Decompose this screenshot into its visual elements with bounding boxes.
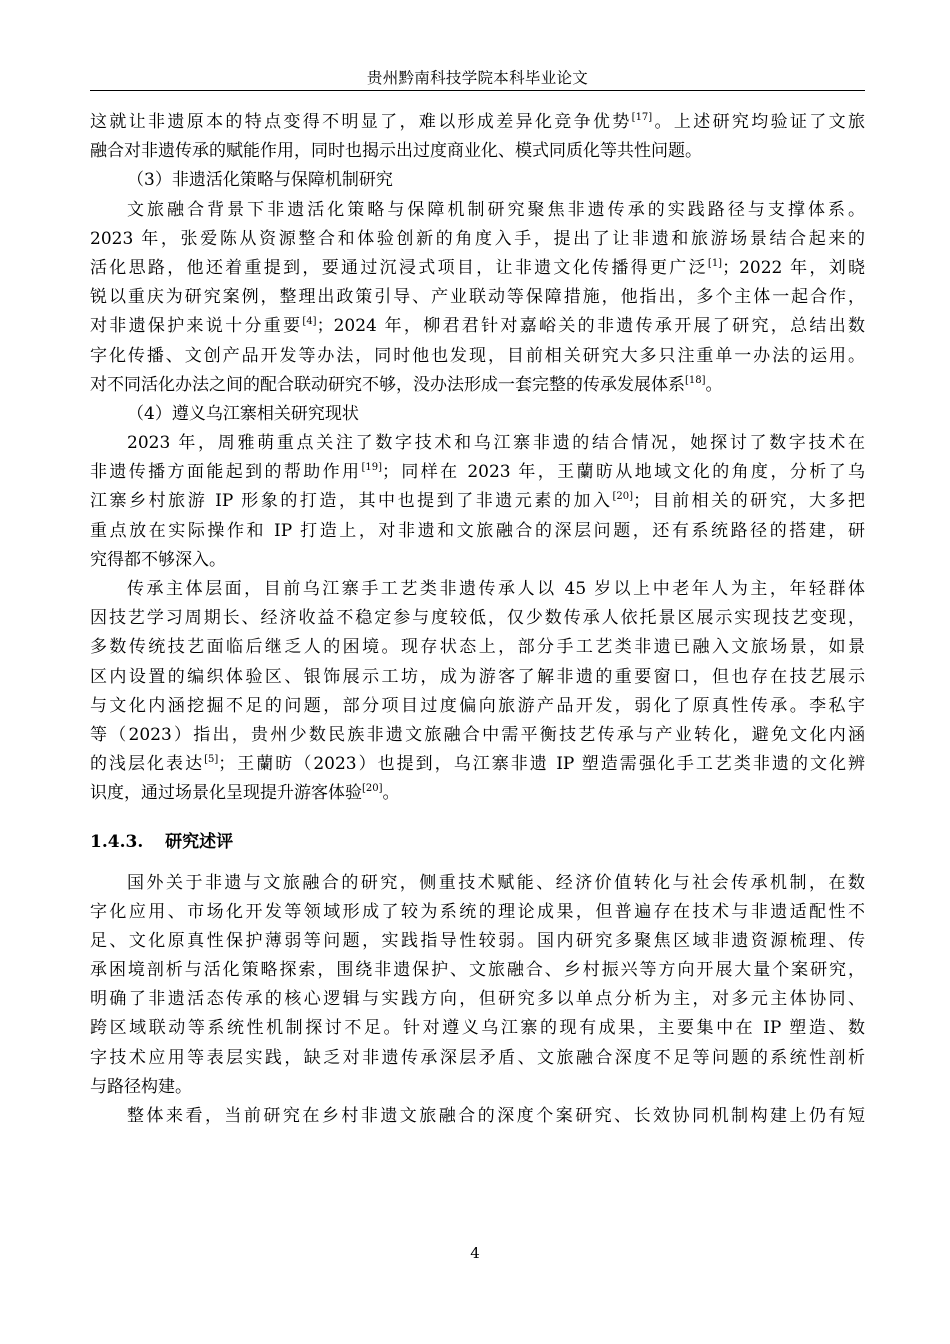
line-text: 区内设置的编织体验区、银饰展示工坊，成为游客了解非遗的重要窗口，但也存在技艺展示	[90, 666, 865, 687]
text-line	[90, 663, 865, 692]
line-text-continued: 。上述研究均验证了文旅	[652, 112, 866, 132]
line-text-continued: 。	[705, 374, 723, 395]
section-number: 1.4.3.	[90, 831, 144, 852]
citation-ref: [18]	[685, 374, 706, 386]
line-text: 传承主体层面，目前乌江寨手工艺类非遗传承人以 45 岁以上中老年人为主，年轻群体	[127, 579, 865, 599]
text-line	[90, 225, 865, 254]
header-rule	[90, 90, 865, 91]
line-text-continued: ；2022 年，刘晓	[722, 257, 866, 278]
body-text	[90, 108, 865, 1131]
line-text: 等（2023）指出，贵州少数民族非遗文旅融合中需平衡技艺传承与产业转化，避免文化内涵	[90, 724, 865, 745]
line-text: 字技术应用等表层实践，缺乏对非遗传承深层矛盾、文旅融合深度不足等问题的系统性剖析	[90, 1047, 865, 1068]
text-line	[90, 750, 865, 779]
citation-ref: [5]	[204, 754, 219, 766]
citation-ref: [20]	[362, 783, 383, 795]
line-text: 多数传统技艺面临后继乏人的困境。现存状态上，部分手工艺类非遗已融入文旅场景，如景	[90, 637, 865, 658]
line-text: 重点放在实际操作和 IP 打造上，对非遗和文旅融合的深层问题，还有系统路径的搭建，研	[90, 520, 865, 541]
line-text: 足、文化原真性保护薄弱等问题，实践指导性较弱。国内研究多聚焦区域非遗资源梳理、传	[90, 930, 865, 951]
line-text: 对非遗保护来说十分重要	[90, 316, 303, 337]
text-line	[90, 721, 865, 750]
section-heading	[90, 827, 865, 857]
line-text-continued: ；2024 年，柳君君针对嘉峪关的非遗传承开展了研究，总结出数	[316, 316, 866, 337]
citation-ref: [4]	[302, 316, 317, 328]
running-header: 贵州黔南科技学院本科毕业论文	[366, 69, 589, 87]
line-text: 字化应用、市场化开发等领域形成了较为系统的理论成果，但普遍存在技术与非遗适配性不	[90, 901, 865, 922]
section-title: 研究述评	[165, 831, 234, 852]
text-line	[90, 692, 865, 721]
section-gap	[90, 857, 865, 869]
line-text: 2023 年，张爱陈从资源整合和体验创新的角度入手，提出了让非遗和旅游场景结合起来的	[90, 228, 865, 249]
line-text: 究得都不够深入。	[90, 549, 226, 570]
text-line	[90, 869, 865, 898]
text-line	[90, 1102, 865, 1131]
page-number: 4	[470, 1244, 480, 1262]
line-text-continued: ；同样在 2023 年，王蘭昉从地域文化的角度，分析了乌	[381, 462, 866, 483]
text-line	[90, 312, 865, 341]
line-text: 承困境剖析与活化策略探索，围绕非遗保护、文旅融合、乡村振兴等方向开展大量个案研究，	[90, 960, 865, 981]
line-text: 文旅融合背景下非遗活化策略与保障机制研究聚焦非遗传承的实践路径与支撑体系。	[127, 199, 865, 220]
line-text: 字化传播、文创产品开发等办法，同时他也发现，目前相关研究大多只注重单一办法的运用。	[90, 345, 865, 366]
text-line	[90, 371, 865, 400]
text-line	[90, 517, 865, 546]
text-line	[90, 985, 865, 1014]
line-text: 与路径构建。	[90, 1076, 192, 1097]
text-line	[90, 342, 865, 371]
paragraph-block-2	[90, 869, 865, 1132]
line-text-continued: ；目前相关的研究，大多把	[633, 491, 865, 512]
text-line	[90, 487, 865, 516]
text-line	[90, 604, 865, 633]
line-text: 活化思路，他还着重提到，要通过沉浸式项目，让非遗文化传播得更广泛	[90, 257, 708, 278]
text-line	[90, 1044, 865, 1073]
line-text: 2023 年，周雅萌重点关注了数字技术和乌江寨非遗的结合情况，她探讨了数字技术在	[127, 433, 865, 454]
line-text: 对不同活化办法之间的配合联动研究不够，没办法形成一套完整的传承发展体系	[90, 374, 685, 395]
line-text: 因技艺学习周期长、经济收益不稳定参与度较低，仅少数传承人依托景区展示实现技艺变现，	[90, 608, 865, 629]
line-text: 明确了非遗活态传承的核心逻辑与实践方向，但研究多以单点分析为主，对多元主体协同、	[90, 989, 865, 1010]
text-line	[90, 458, 865, 487]
citation-ref: [17]	[631, 112, 653, 123]
text-line	[90, 108, 865, 137]
text-line	[90, 633, 865, 662]
line-text: 整体来看，当前研究在乡村非遗文旅融合的深度个案研究、长效协同机制构建上仍有短	[127, 1106, 865, 1126]
section-gap	[90, 809, 865, 827]
citation-ref: [1]	[707, 257, 723, 269]
line-text: 江寨乡村旅游 IP 形象的打造，其中也提到了非遗元素的加入	[90, 491, 613, 512]
text-line	[90, 575, 865, 604]
text-line	[90, 254, 865, 283]
line-text-continued: 。	[382, 783, 400, 804]
text-line	[90, 429, 865, 458]
citation-ref: [20]	[612, 491, 634, 503]
line-text: （3）非遗活化策略与保障机制研究	[127, 170, 393, 191]
line-text: 锐以重庆为研究案例，整理出政策引导、产业联动等保障措施，他指出，多个主体一起合作，	[90, 287, 865, 308]
line-text: 这就让非遗原本的特点变得不明显了，难以形成差异化竞争优势	[90, 112, 632, 132]
text-line	[90, 196, 865, 225]
text-line	[90, 1073, 865, 1102]
line-text: 与文化内涵挖掘不足的问题，部分项目过度偏向旅游产品开发，弱化了原真性传承。李私宇	[90, 695, 865, 716]
text-line	[90, 137, 865, 166]
text-line	[90, 546, 865, 575]
citation-ref: [19]	[361, 462, 382, 474]
paragraph-block-1	[90, 108, 865, 809]
text-line	[90, 1014, 865, 1043]
line-text: 国外关于非遗与文旅融合的研究，侧重技术赋能、经济价值转化与社会传承机制，在数	[127, 872, 865, 893]
text-line	[90, 283, 865, 312]
text-line	[90, 927, 865, 956]
line-text: （4）遵义乌江寨相关研究现状	[127, 403, 359, 424]
text-line	[90, 779, 865, 808]
line-text: 融合对非遗传承的赋能作用，同时也揭示出过度商业化、模式同质化等共性问题。	[90, 141, 702, 162]
text-line	[90, 956, 865, 985]
text-line	[90, 898, 865, 927]
line-text: 跨区域联动等系统性机制探讨不足。针对遵义乌江寨的现有成果，主要集中在 IP 塑造、数	[90, 1018, 865, 1039]
line-text: 识度，通过场景化呈现提升游客体验	[90, 783, 362, 804]
line-text: 的浅层化表达	[90, 754, 205, 775]
line-text-continued: ；王蘭昉（2023）也提到，乌江寨非遗 IP 塑造需强化手工艺类非遗的文化辨	[218, 754, 865, 775]
text-line	[90, 166, 865, 195]
line-text: 非遗传播方面能起到的帮助作用	[90, 462, 362, 483]
text-line	[90, 400, 865, 429]
